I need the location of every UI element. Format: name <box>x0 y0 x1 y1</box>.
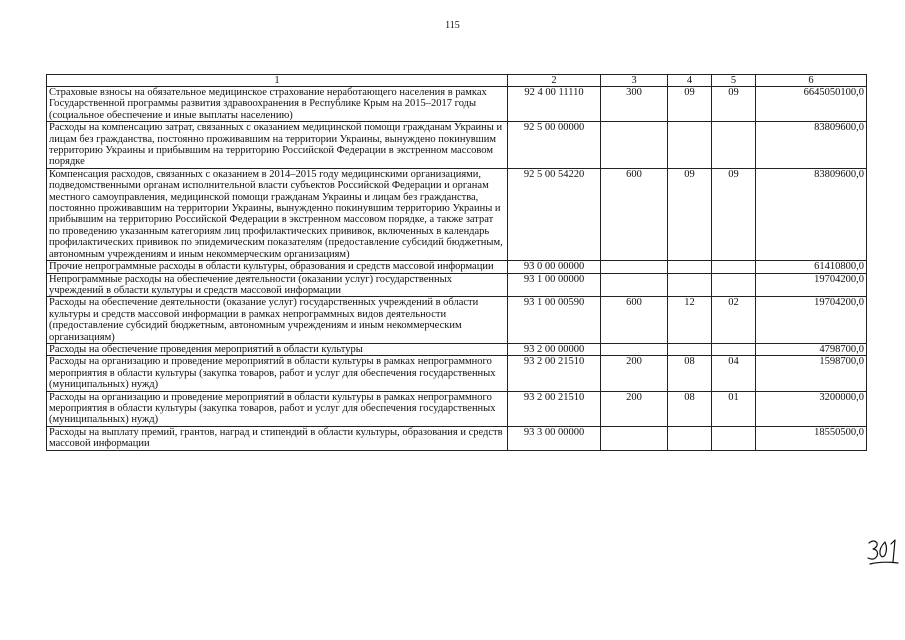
row-target-code: 93 2 00 21510 <box>508 391 601 426</box>
row-expense-type: 600 <box>601 168 668 260</box>
row-section <box>668 273 712 297</box>
column-header: 5 <box>712 75 756 87</box>
row-subsection <box>712 426 756 450</box>
row-description: Расходы на организацию и проведение мероприятий в области культуры в рамках непрограммного мероприятия в области культуры (закупка товаров, работ и услуг для обеспечения государственных (муниципальных) нужд) <box>47 356 508 391</box>
page-number: 115 <box>445 20 460 31</box>
row-section: 09 <box>668 87 712 122</box>
table-row <box>47 87 867 122</box>
row-amount: 3200000,0 <box>756 391 867 426</box>
row-expense-type: 200 <box>601 356 668 391</box>
row-description: Расходы на выплату премий, грантов, наград и стипендий в области культуры, образования и средств массовой информации <box>47 426 508 450</box>
column-header: 1 <box>47 75 508 87</box>
row-target-code: 93 1 00 00590 <box>508 297 601 344</box>
row-section <box>668 343 712 355</box>
row-description: Расходы на организацию и проведение мероприятий в области культуры в рамках непрограммного мероприятия в области культуры (закупка товаров, работ и услуг для обеспечения государственных (муниципальных) нужд) <box>47 391 508 426</box>
row-expense-type: 200 <box>601 391 668 426</box>
row-section: 08 <box>668 391 712 426</box>
row-subsection <box>712 273 756 297</box>
row-target-code: 93 0 00 00000 <box>508 261 601 273</box>
row-expense-type <box>601 343 668 355</box>
row-subsection: 09 <box>712 168 756 260</box>
table-row <box>47 168 867 260</box>
row-amount: 18550500,0 <box>756 426 867 450</box>
row-target-code: 93 2 00 21510 <box>508 356 601 391</box>
row-description: Расходы на компенсацию затрат, связанных с оказанием медицинской помощи гражданам Украины и лицам без гражданства, постоянно проживавшим на территории Украины, вынуждено покинувшим территорию Украины и прибывшим на территорию Российской Федерации в экстренном массовом порядке <box>47 122 508 169</box>
row-subsection <box>712 122 756 169</box>
table-row <box>47 343 867 355</box>
budget-table <box>46 74 867 451</box>
column-header: 6 <box>756 75 867 87</box>
row-description: Страховые взносы на обязательное медицинское страхование неработающего населения в рамках Государственной программы развития здравоохранения в Республике Крым на 2015–2017 годы (социальное обеспечение и иные выплаты населению) <box>47 87 508 122</box>
row-section: 12 <box>668 297 712 344</box>
row-expense-type: 300 <box>601 87 668 122</box>
row-section <box>668 122 712 169</box>
row-section <box>668 261 712 273</box>
table-row <box>47 122 867 169</box>
column-header: 4 <box>668 75 712 87</box>
column-header: 2 <box>508 75 601 87</box>
row-target-code: 93 2 00 00000 <box>508 343 601 355</box>
row-amount: 19704200,0 <box>756 273 867 297</box>
handwritten-page-mark <box>866 534 900 568</box>
row-target-code: 93 1 00 00000 <box>508 273 601 297</box>
header-row <box>47 75 867 87</box>
row-subsection: 04 <box>712 356 756 391</box>
table-row <box>47 297 867 344</box>
row-target-code: 92 5 00 54220 <box>508 168 601 260</box>
row-expense-type <box>601 426 668 450</box>
row-section <box>668 426 712 450</box>
row-subsection: 09 <box>712 87 756 122</box>
row-description: Расходы на обеспечение проведения мероприятий в области культуры <box>47 343 508 355</box>
row-description: Прочие непрограммные расходы в области культуры, образования и средств массовой информации <box>47 261 508 273</box>
table-row <box>47 261 867 273</box>
row-description: Непрограммные расходы на обеспечение деятельности (оказании услуг) государственных учреждений в области культуры и средств массовой информации <box>47 273 508 297</box>
row-amount: 83809600,0 <box>756 168 867 260</box>
row-amount: 1598700,0 <box>756 356 867 391</box>
row-amount: 6645050100,0 <box>756 87 867 122</box>
row-description: Компенсация расходов, связанных с оказанием в 2014–2015 году медицинскими организациями, подведомственными органам исполнительной власти субъектов Российской Федерации и органам местного самоуправления, медицинской помощи гражданам Украины и лицам без гражданства, постоянно проживавшим на территории Украины, вынужденно покинувшим территорию Украины и прибывшим на территорию Российской Федерации в экстренном массовом порядке, а также затрат по проведению указанным категориям лиц профилактических прививок, включенных в календарь профилактических прививок по эпидемическим показателям (предоставление субсидий бюджетным, автономным учреждениям и иным некоммерческим организациям) <box>47 168 508 260</box>
row-expense-type <box>601 261 668 273</box>
row-section: 09 <box>668 168 712 260</box>
row-amount: 61410800,0 <box>756 261 867 273</box>
row-expense-type <box>601 273 668 297</box>
row-description: Расходы на обеспечение деятельности (оказание услуг) государственных учреждений в области культуры и средств массовой информации в рамках непрограммных видов деятельности (предоставление субсидий бюджетным, автономным учреждениям и иным некоммерческим организациям) <box>47 297 508 344</box>
row-subsection: 01 <box>712 391 756 426</box>
table-row <box>47 391 867 426</box>
row-subsection <box>712 343 756 355</box>
row-target-code: 92 4 00 11110 <box>508 87 601 122</box>
row-amount: 4798700,0 <box>756 343 867 355</box>
table-row <box>47 426 867 450</box>
table-row <box>47 273 867 297</box>
row-target-code: 92 5 00 00000 <box>508 122 601 169</box>
table-row <box>47 356 867 391</box>
row-expense-type: 600 <box>601 297 668 344</box>
row-subsection <box>712 261 756 273</box>
row-subsection: 02 <box>712 297 756 344</box>
row-section: 08 <box>668 356 712 391</box>
row-target-code: 93 3 00 00000 <box>508 426 601 450</box>
column-header: 3 <box>601 75 668 87</box>
row-expense-type <box>601 122 668 169</box>
row-amount: 19704200,0 <box>756 297 867 344</box>
row-amount: 83809600,0 <box>756 122 867 169</box>
